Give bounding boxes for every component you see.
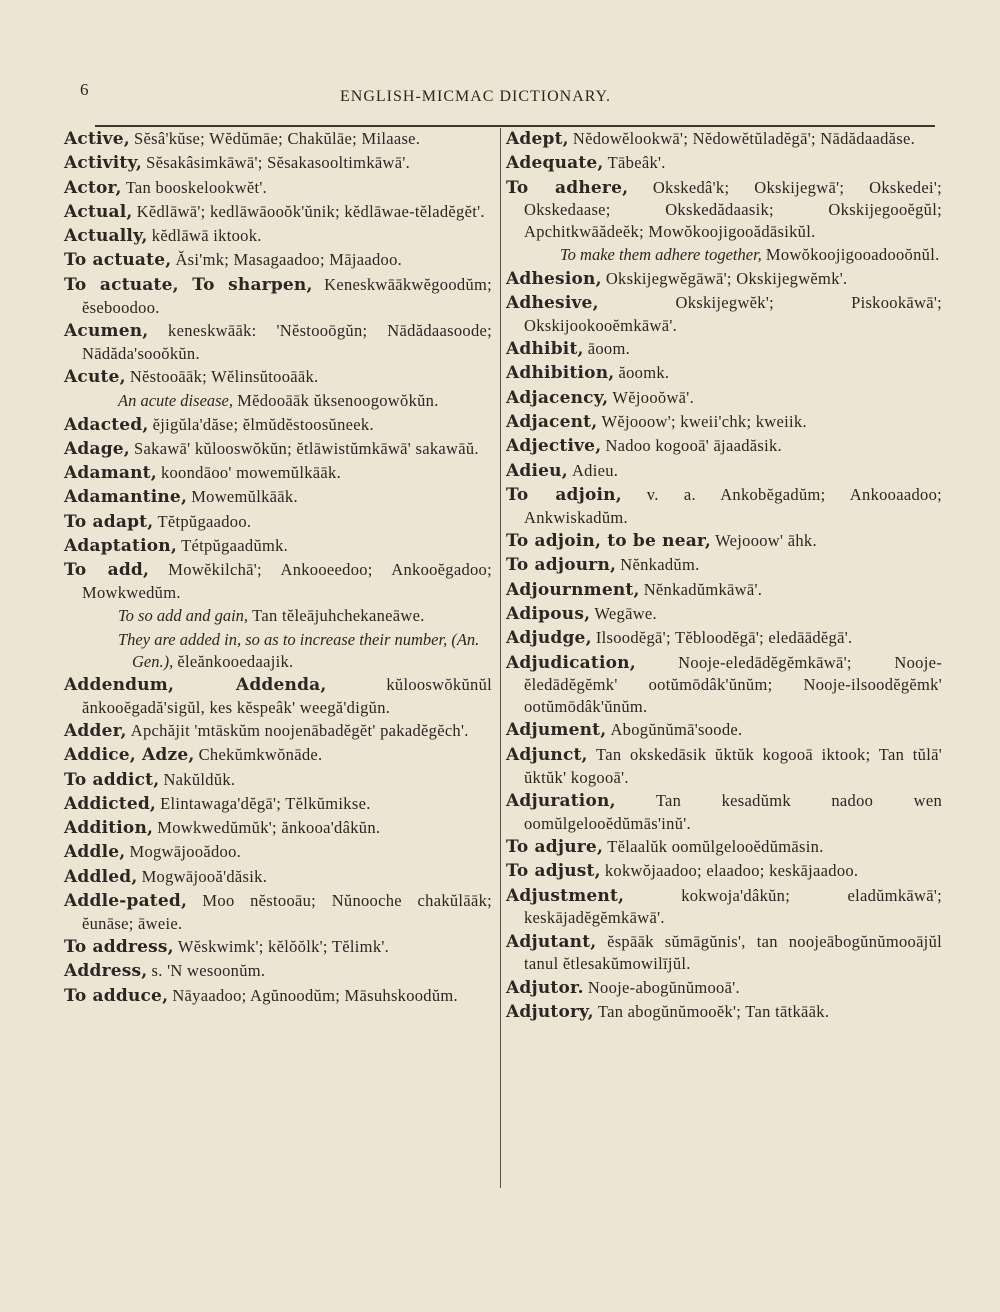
- headword: Adacted,: [64, 414, 149, 435]
- headword: To actuate,: [64, 250, 172, 271]
- definition: Tan tĕleājuhchekaneāwe.: [252, 606, 425, 626]
- dictionary-entry: [64, 936, 492, 959]
- dictionary-entry: [64, 486, 492, 509]
- headword: Adjacency,: [506, 387, 609, 408]
- headword: Adhesive,: [506, 293, 599, 314]
- dictionary-entry: [64, 438, 492, 461]
- definition: Wĕjooow'; kweii'chk; kweiik.: [601, 412, 807, 432]
- headword: Acute,: [64, 366, 126, 387]
- running-head: ENGLISH-MICMAC DICTIONARY.: [340, 88, 612, 105]
- definition: Tan abogŭnŭmooĕk'; Tan tātkāāk.: [597, 1001, 830, 1021]
- definition: Nooje-abogŭnŭmooā'.: [587, 977, 740, 997]
- headword: Adjutant,: [506, 931, 597, 952]
- headword: Addicted,: [64, 793, 157, 814]
- definition: Nakŭldŭk.: [163, 769, 236, 789]
- header-rule: [95, 125, 935, 127]
- definition: Chekŭmkwŏnāde.: [198, 745, 323, 765]
- sub-entry: [64, 390, 492, 412]
- example-phrase: To so add and gain,: [118, 606, 249, 626]
- definition: ĕleănkooedaajik.: [177, 651, 294, 671]
- dictionary-entry: [64, 414, 492, 437]
- definition: Tan okskedāsik ŭktŭk kogooā iktook; Tan tŭlā' ŭktŭk' kogooā'.: [524, 744, 942, 787]
- headword: To addict,: [64, 769, 160, 790]
- headword: Adhesion,: [506, 268, 602, 289]
- headword: Adage,: [64, 438, 130, 459]
- example-phrase: They are added in, so as to increase their number, (An. Gen.),: [118, 629, 480, 671]
- headword: Addition,: [64, 818, 154, 839]
- headword: Adieu,: [506, 460, 568, 481]
- headword: To adduce,: [64, 985, 169, 1006]
- definition: kŭlooswŏkŭnŭl ănkooĕgadă'sigŭl, kes kĕspeâk' weegă'digŭn.: [82, 674, 492, 717]
- dictionary-entry: [506, 652, 942, 718]
- headword: Adjunct,: [506, 744, 588, 765]
- dictionary-entry: [506, 554, 942, 577]
- definition: Sĕsâ'kŭse; Wĕdŭmāe; Chakŭlāe; Milaase.: [134, 129, 421, 148]
- definition: ăoomk.: [618, 363, 670, 383]
- definition: Mogwājooă'dăsik.: [141, 866, 268, 886]
- headword: Adjournment,: [506, 579, 640, 600]
- definition: Sakawā' kŭlooswŏkŭn; ĕtlāwistŭmkāwā' sakawāŭ.: [134, 438, 479, 458]
- definition: Wejooow' āhk.: [715, 531, 817, 551]
- headword: Adjument,: [506, 720, 607, 741]
- headword: Addendum, Addenda,: [64, 674, 327, 695]
- definition: Nĕdowĕlookwā'; Nĕdowĕtŭladĕgā'; Nādădaadăse.: [572, 129, 916, 148]
- headword: Adipous,: [506, 603, 591, 624]
- definition: Okskijegwĕk'; Piskookāwā'; Okskijookooĕmkāwā'.: [524, 293, 942, 335]
- definition: Mowemŭlkāāk.: [191, 487, 298, 507]
- definition: Tan booskelookwĕt'.: [125, 177, 268, 197]
- dictionary-entry: [506, 387, 942, 410]
- dictionary-entry: [506, 460, 942, 483]
- dictionary-entry: [64, 960, 492, 983]
- definition: Adieu.: [571, 460, 619, 480]
- headword: Actor,: [64, 177, 122, 198]
- definition: Sĕsakâsimkāwā'; Sĕsakasooltimkāwā'.: [146, 153, 411, 173]
- dictionary-entry: [64, 890, 492, 935]
- headword: Adjustment,: [506, 885, 625, 906]
- headword: Adept,: [506, 129, 569, 149]
- definition: Tan kesadŭmk nadoo wen oomŭlgelooĕdŭmās'inŭ'.: [524, 790, 942, 833]
- headword: To address,: [64, 937, 174, 958]
- headword: Adjudge,: [506, 628, 592, 649]
- dictionary-entry: [64, 817, 492, 840]
- example-phrase: To make them adhere together,: [560, 245, 762, 265]
- headword: Adjutory,: [506, 1001, 594, 1022]
- sub-entry: [64, 629, 492, 673]
- dictionary-entry: [64, 249, 492, 272]
- definition: Keneskwāākwĕgoodŭm; ĕseboodoo.: [82, 274, 493, 317]
- dictionary-entry: [506, 579, 942, 602]
- dictionary-entry: [506, 177, 942, 243]
- left-column: [64, 128, 492, 1009]
- definition: Wegāwe.: [594, 603, 657, 623]
- dictionary-entry: [506, 719, 942, 742]
- right-column: [506, 128, 942, 1025]
- dictionary-entry: [64, 559, 492, 604]
- definition: Nadoo kogooā' ājaadăsik.: [605, 436, 782, 456]
- definition: Mowĕkilchā'; Ankooeedoo; Ankooĕgadoo; Mowkwedŭm.: [82, 560, 492, 603]
- definition: Wĕskwimk'; kĕlŏŏlk'; Tĕlimk'.: [177, 937, 390, 957]
- page-number: 6: [80, 80, 89, 99]
- headword: To adjure,: [506, 836, 604, 857]
- headword: Adamant,: [64, 463, 157, 484]
- headword: Actually,: [64, 226, 148, 247]
- headword: Adder,: [64, 720, 127, 741]
- definition: Nĕnkadŭm.: [620, 555, 700, 575]
- headword: To adjust,: [506, 861, 601, 882]
- dictionary-entry: [506, 411, 942, 434]
- headword: To add,: [64, 560, 150, 581]
- headword: Adjuration,: [506, 790, 616, 811]
- dictionary-entry: [64, 366, 492, 389]
- sub-entry: [64, 605, 492, 627]
- definition: koondāoo' mowemŭlkāāk.: [160, 463, 341, 483]
- headword: To adapt,: [64, 511, 154, 532]
- definition: Okskedâ'k; Okskijegwā'; Okskedei'; Okskedaase; Okskedădaasik; Okskijegooĕgŭl; Apchitkwāădeĕk; Mowŏkoojigooădāsikŭl.: [524, 177, 942, 242]
- example-phrase: An acute disease,: [118, 391, 234, 411]
- dictionary-entry: [64, 128, 492, 151]
- headword: Active,: [64, 129, 130, 149]
- headword: Adhibition,: [506, 363, 615, 384]
- headword: Addice, Adze,: [64, 745, 195, 766]
- dictionary-entry: [506, 836, 942, 859]
- sub-entry: [506, 244, 942, 266]
- definition: keneskwāāk: 'Nĕstooōgŭn; Nādădaasoode; Nādăda'sooŏkŭn.: [82, 320, 492, 363]
- dictionary-entry: [64, 674, 492, 719]
- headword: To adjourn,: [506, 555, 617, 576]
- dictionary-entry: [506, 627, 942, 650]
- dictionary-entry: [506, 484, 942, 529]
- dictionary-entry: [64, 744, 492, 767]
- definition: Tĕtpŭgaadoo.: [157, 511, 252, 531]
- definition: Tétpŭgaadŭmk.: [181, 536, 289, 556]
- dictionary-entry: [64, 152, 492, 175]
- definition: Apchăjit 'mtāskŭm noojenābadĕgĕt' pakadĕgĕch'.: [130, 720, 469, 740]
- definition: kokwoja'dâkŭn; eladŭmkāwā'; keskājadĕgĕmkāwā'.: [524, 885, 942, 928]
- dictionary-entry: [506, 860, 942, 883]
- dictionary-entry: [64, 793, 492, 816]
- headword: Adjudication,: [506, 652, 636, 673]
- headword: Adamantine,: [64, 487, 188, 508]
- column-divider: [500, 128, 501, 1188]
- headword: Adequate,: [506, 153, 604, 174]
- dictionary-entry: [506, 931, 942, 976]
- headword: Activity,: [64, 153, 143, 174]
- headword: Adaptation,: [64, 536, 177, 557]
- definition: kĕdlāwā iktook.: [151, 226, 262, 246]
- dictionary-entry: [506, 744, 942, 789]
- dictionary-entry: [64, 274, 492, 319]
- dictionary-entry: [506, 530, 942, 553]
- dictionary-entry: [64, 225, 492, 248]
- dictionary-entry: [506, 128, 942, 151]
- definition: Nĕnkadŭmkāwā'.: [643, 579, 763, 599]
- headword: Addled,: [64, 866, 138, 887]
- headword: To adjoin, to be near,: [506, 531, 711, 552]
- definition: Wĕjooŏwā'.: [612, 387, 694, 407]
- definition: Elintawaga'dĕgā'; Tĕlkŭmikse.: [160, 793, 371, 813]
- dictionary-entry: [506, 338, 942, 361]
- dictionary-entry: [506, 362, 942, 385]
- headword: Adjacent,: [506, 412, 598, 433]
- dictionary-entry: [64, 841, 492, 864]
- dictionary-entry: [64, 866, 492, 889]
- headword: Adjutor.: [506, 977, 584, 998]
- headword: To adjoin,: [506, 484, 622, 505]
- dictionary-entry: [64, 177, 492, 200]
- dictionary-entry: [64, 985, 492, 1008]
- headword: Address,: [64, 961, 148, 982]
- dictionary-entry: [506, 152, 942, 175]
- definition: Ăsi'mk; Masagaadoo; Mājaadoo.: [175, 250, 403, 270]
- dictionary-entry: [506, 885, 942, 930]
- definition: Nĕstooāāk; Wĕlinsŭtooāāk.: [129, 366, 319, 386]
- headword: To actuate, To sharpen,: [64, 274, 313, 295]
- definition: Nāyaadoo; Agŭnoodŭm; Māsuhskoodŭm.: [172, 985, 458, 1005]
- dictionary-entry: [64, 720, 492, 743]
- headword: Addle-pated,: [64, 891, 188, 911]
- headword: To adhere,: [506, 177, 629, 198]
- definition: v. a. Ankobĕgadŭm; Ankooaadoo; Ankwiskadŭm.: [524, 484, 943, 527]
- headword: Adjective,: [506, 436, 602, 457]
- dictionary-entry: [64, 511, 492, 534]
- dictionary-entry: [64, 201, 492, 224]
- dictionary-entry: [506, 292, 942, 337]
- headword: Acumen,: [64, 320, 149, 341]
- headword: Addle,: [64, 842, 126, 863]
- dictionary-entry: [506, 268, 942, 291]
- headword: Adhibit,: [506, 339, 584, 360]
- definition: Ilsoodĕgā'; Tĕbloodĕgā'; eledāādĕgā'.: [595, 628, 853, 648]
- definition: Mowŏkoojigooadooŏnŭl.: [765, 245, 940, 265]
- definition: s. 'N wesoonŭm.: [151, 961, 266, 981]
- definition: Kĕdlāwā'; kedlāwāooŏk'ŭnik; kĕdlāwae-tĕladĕgĕt'.: [136, 201, 485, 221]
- dictionary-entry: [64, 320, 492, 365]
- dictionary-entry: [506, 790, 942, 835]
- definition: Mogwājooădoo.: [129, 842, 242, 862]
- definition: Moo nĕstooāu; Nŭnooche chakŭlāāk; ĕunāse; āweie.: [82, 891, 493, 933]
- definition: Mĕdooāāk ŭksenoogowŏkŭn.: [237, 391, 439, 411]
- definition: Mowkwedŭmŭk'; ănkooa'dâkŭn.: [157, 818, 381, 838]
- dictionary-entry: [506, 435, 942, 458]
- dictionary-entry: [64, 462, 492, 485]
- dictionary-entry: [506, 1001, 942, 1024]
- definition: Nooje-eledādĕgĕmkāwā'; Nooje-ĕledādĕgĕmk' ootŭmōdâk'ŭnŭm; Nooje-ilsoodĕgĕmk' ootŭmōdâk'ŭnŭm.: [524, 652, 942, 717]
- headword: Actual,: [64, 201, 133, 222]
- definition: kokwŏjaadoo; elaadoo; keskājaadoo.: [604, 861, 859, 881]
- dictionary-entry: [506, 977, 942, 1000]
- definition: ĕjigŭla'dăse; ĕlmŭdĕstoosŭneek.: [152, 414, 374, 434]
- definition: Tĕlaalŭk oomŭlgelooĕdŭmāsin.: [607, 836, 824, 856]
- dictionary-entry: [64, 769, 492, 792]
- definition: āoom.: [587, 339, 631, 359]
- definition: Abogŭnŭmā'soode.: [610, 720, 743, 740]
- definition: Tābeâk'.: [607, 153, 666, 173]
- dictionary-entry: [506, 603, 942, 626]
- definition: ĕspāāk sŭmāgŭnis', tan noojeābogŭnŭmooājŭl tanul ĕtlesakŭmowilījŭl.: [524, 931, 943, 974]
- definition: Okskijegwĕgāwā'; Okskijegwĕmk'.: [605, 268, 848, 288]
- dictionary-entry: [64, 535, 492, 558]
